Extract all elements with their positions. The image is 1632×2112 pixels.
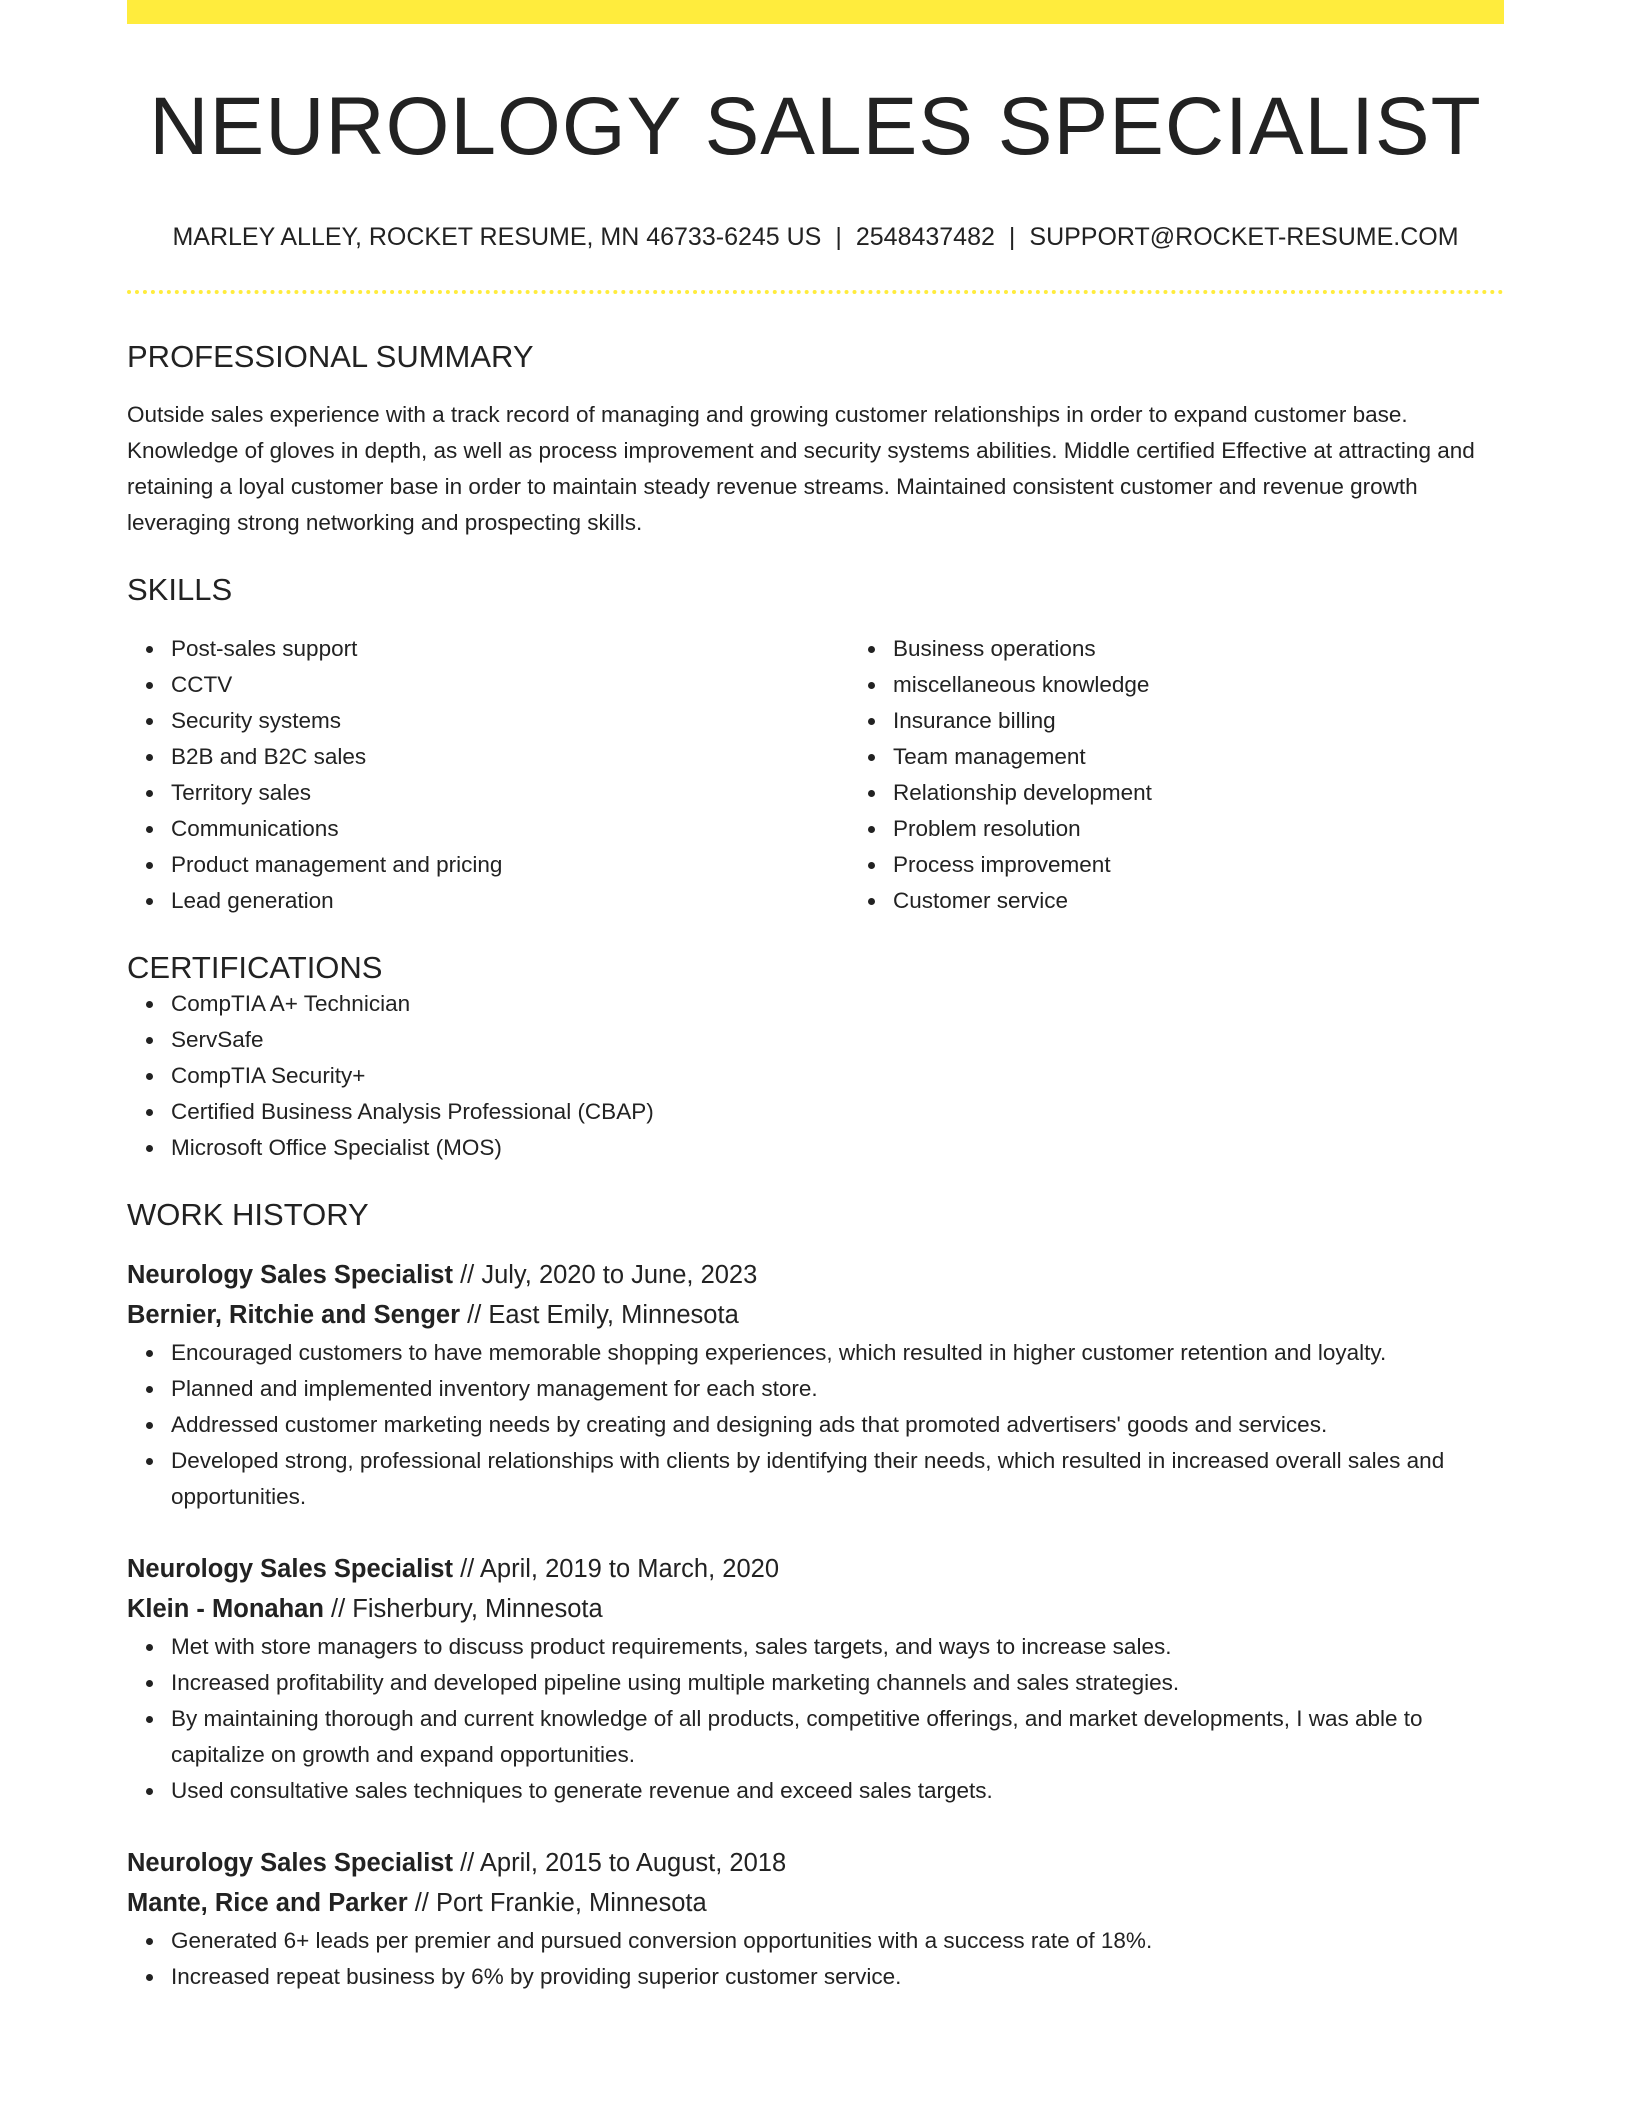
job-company: Klein - Monahan [127,1594,324,1623]
skill-item: Security systems [171,703,849,739]
job-company: Mante, Rice and Parker [127,1888,408,1917]
job-company-line [127,1589,1504,1629]
job-bullet: Generated 6+ leads per premier and pursued conversion opportunities with a success rate of 18%. [171,1923,1504,1959]
skills-grid [127,631,1504,919]
certification-item: CompTIA Security+ [171,1058,1504,1094]
certification-item: CompTIA A+ Technician [171,986,1504,1022]
skill-item: Lead generation [171,883,849,919]
certifications-heading: CERTIFICATIONS [127,949,383,985]
job-bullet: Increased profitability and developed pipeline using multiple marketing channels and sales strategies. [171,1665,1504,1701]
job-dates: // April, 2015 to August, 2018 [460,1848,787,1877]
skill-item: B2B and B2C sales [171,739,849,775]
skill-item: Problem resolution [893,811,1571,847]
job-bullet: Met with store managers to discuss product requirements, sales targets, and ways to increase sales. [171,1629,1504,1665]
contact-email: SUPPORT@ROCKET-RESUME.COM [1029,223,1459,252]
job-bullet-list [127,1335,1504,1515]
skill-item: CCTV [171,667,849,703]
dotted-divider [127,290,1504,294]
job-bullet: Used consultative sales techniques to generate revenue and exceed sales targets. [171,1773,1504,1809]
job-bullet: Addressed customer marketing needs by creating and designing ads that promoted advertisers' goods and services. [171,1407,1504,1443]
job-company-line [127,1883,1504,1923]
skills-list-left [127,631,849,919]
job-location: // Fisherbury, Minnesota [331,1594,603,1623]
job-entry [127,1843,1504,1995]
skill-item: Product management and pricing [171,847,849,883]
job-title-line [127,1549,1504,1589]
job-title: Neurology Sales Specialist [127,1554,453,1583]
skills-heading: SKILLS [127,572,233,608]
contact-separator: | [835,223,842,252]
job-dates: // April, 2019 to March, 2020 [460,1554,779,1583]
skill-item: Post-sales support [171,631,849,667]
top-accent-bar [127,0,1504,24]
summary-text: Outside sales experience with a track record of managing and growing customer relationships in order to expand customer base. Knowledge of gloves in depth, as well as process improvement and security systems abilities. Middle certified Effective at attracting and retaining a loyal customer base in order to maintain steady revenue streams. Maintained consistent customer and revenue growth leveraging strong networking and prospecting skills. [127,402,1475,536]
contact-separator: | [1008,223,1016,252]
certification-item: ServSafe [171,1022,1504,1058]
job-location: // East Emily, Minnesota [467,1300,739,1329]
job-location: // Port Frankie, Minnesota [414,1888,707,1917]
contact-address: MARLEY ALLEY, ROCKET RESUME, MN 46733-6245 US [172,223,822,252]
skill-item: miscellaneous knowledge [893,667,1571,703]
resume-title: NEUROLOGY SALES SPECIALIST [149,81,1482,172]
skill-item: Business operations [893,631,1571,667]
job-dates: // July, 2020 to June, 2023 [460,1260,758,1289]
skill-item: Team management [893,739,1571,775]
skill-item: Relationship development [893,775,1571,811]
skills-list-right [849,631,1571,919]
job-title: Neurology Sales Specialist [127,1260,453,1289]
certification-item: Certified Business Analysis Professional (CBAP) [171,1094,1504,1130]
skill-item: Insurance billing [893,703,1571,739]
job-title: Neurology Sales Specialist [127,1848,453,1877]
resume-page [127,0,1504,1995]
certifications-list [127,986,1504,1166]
job-title-line [127,1255,1504,1295]
summary-heading: PROFESSIONAL SUMMARY [127,339,534,375]
skill-item: Territory sales [171,775,849,811]
job-bullet: Planned and implemented inventory management for each store. [171,1371,1504,1407]
contact-line [127,222,1504,252]
job-entry [127,1549,1504,1809]
skill-item: Process improvement [893,847,1571,883]
certification-item: Microsoft Office Specialist (MOS) [171,1130,1504,1166]
job-bullet: By maintaining thorough and current knowledge of all products, competitive offerings, and market developments, I was able to capitalize on growth and expand opportunities. [171,1701,1504,1773]
job-bullet-list [127,1629,1504,1809]
work-history-heading: WORK HISTORY [127,1196,369,1232]
job-bullet-list [127,1923,1504,1995]
job-company: Bernier, Ritchie and Senger [127,1300,461,1329]
skill-item: Communications [171,811,849,847]
contact-phone: 2548437482 [855,223,995,252]
job-entry [127,1255,1504,1515]
job-bullet: Developed strong, professional relationships with clients by identifying their needs, which resulted in increased overall sales and opportunities. [171,1443,1504,1515]
job-title-line [127,1843,1504,1883]
job-company-line [127,1295,1504,1335]
job-bullet: Increased repeat business by 6% by providing superior customer service. [171,1959,1504,1995]
skill-item: Customer service [893,883,1571,919]
job-bullet: Encouraged customers to have memorable shopping experiences, which resulted in higher customer retention and loyalty. [171,1335,1504,1371]
